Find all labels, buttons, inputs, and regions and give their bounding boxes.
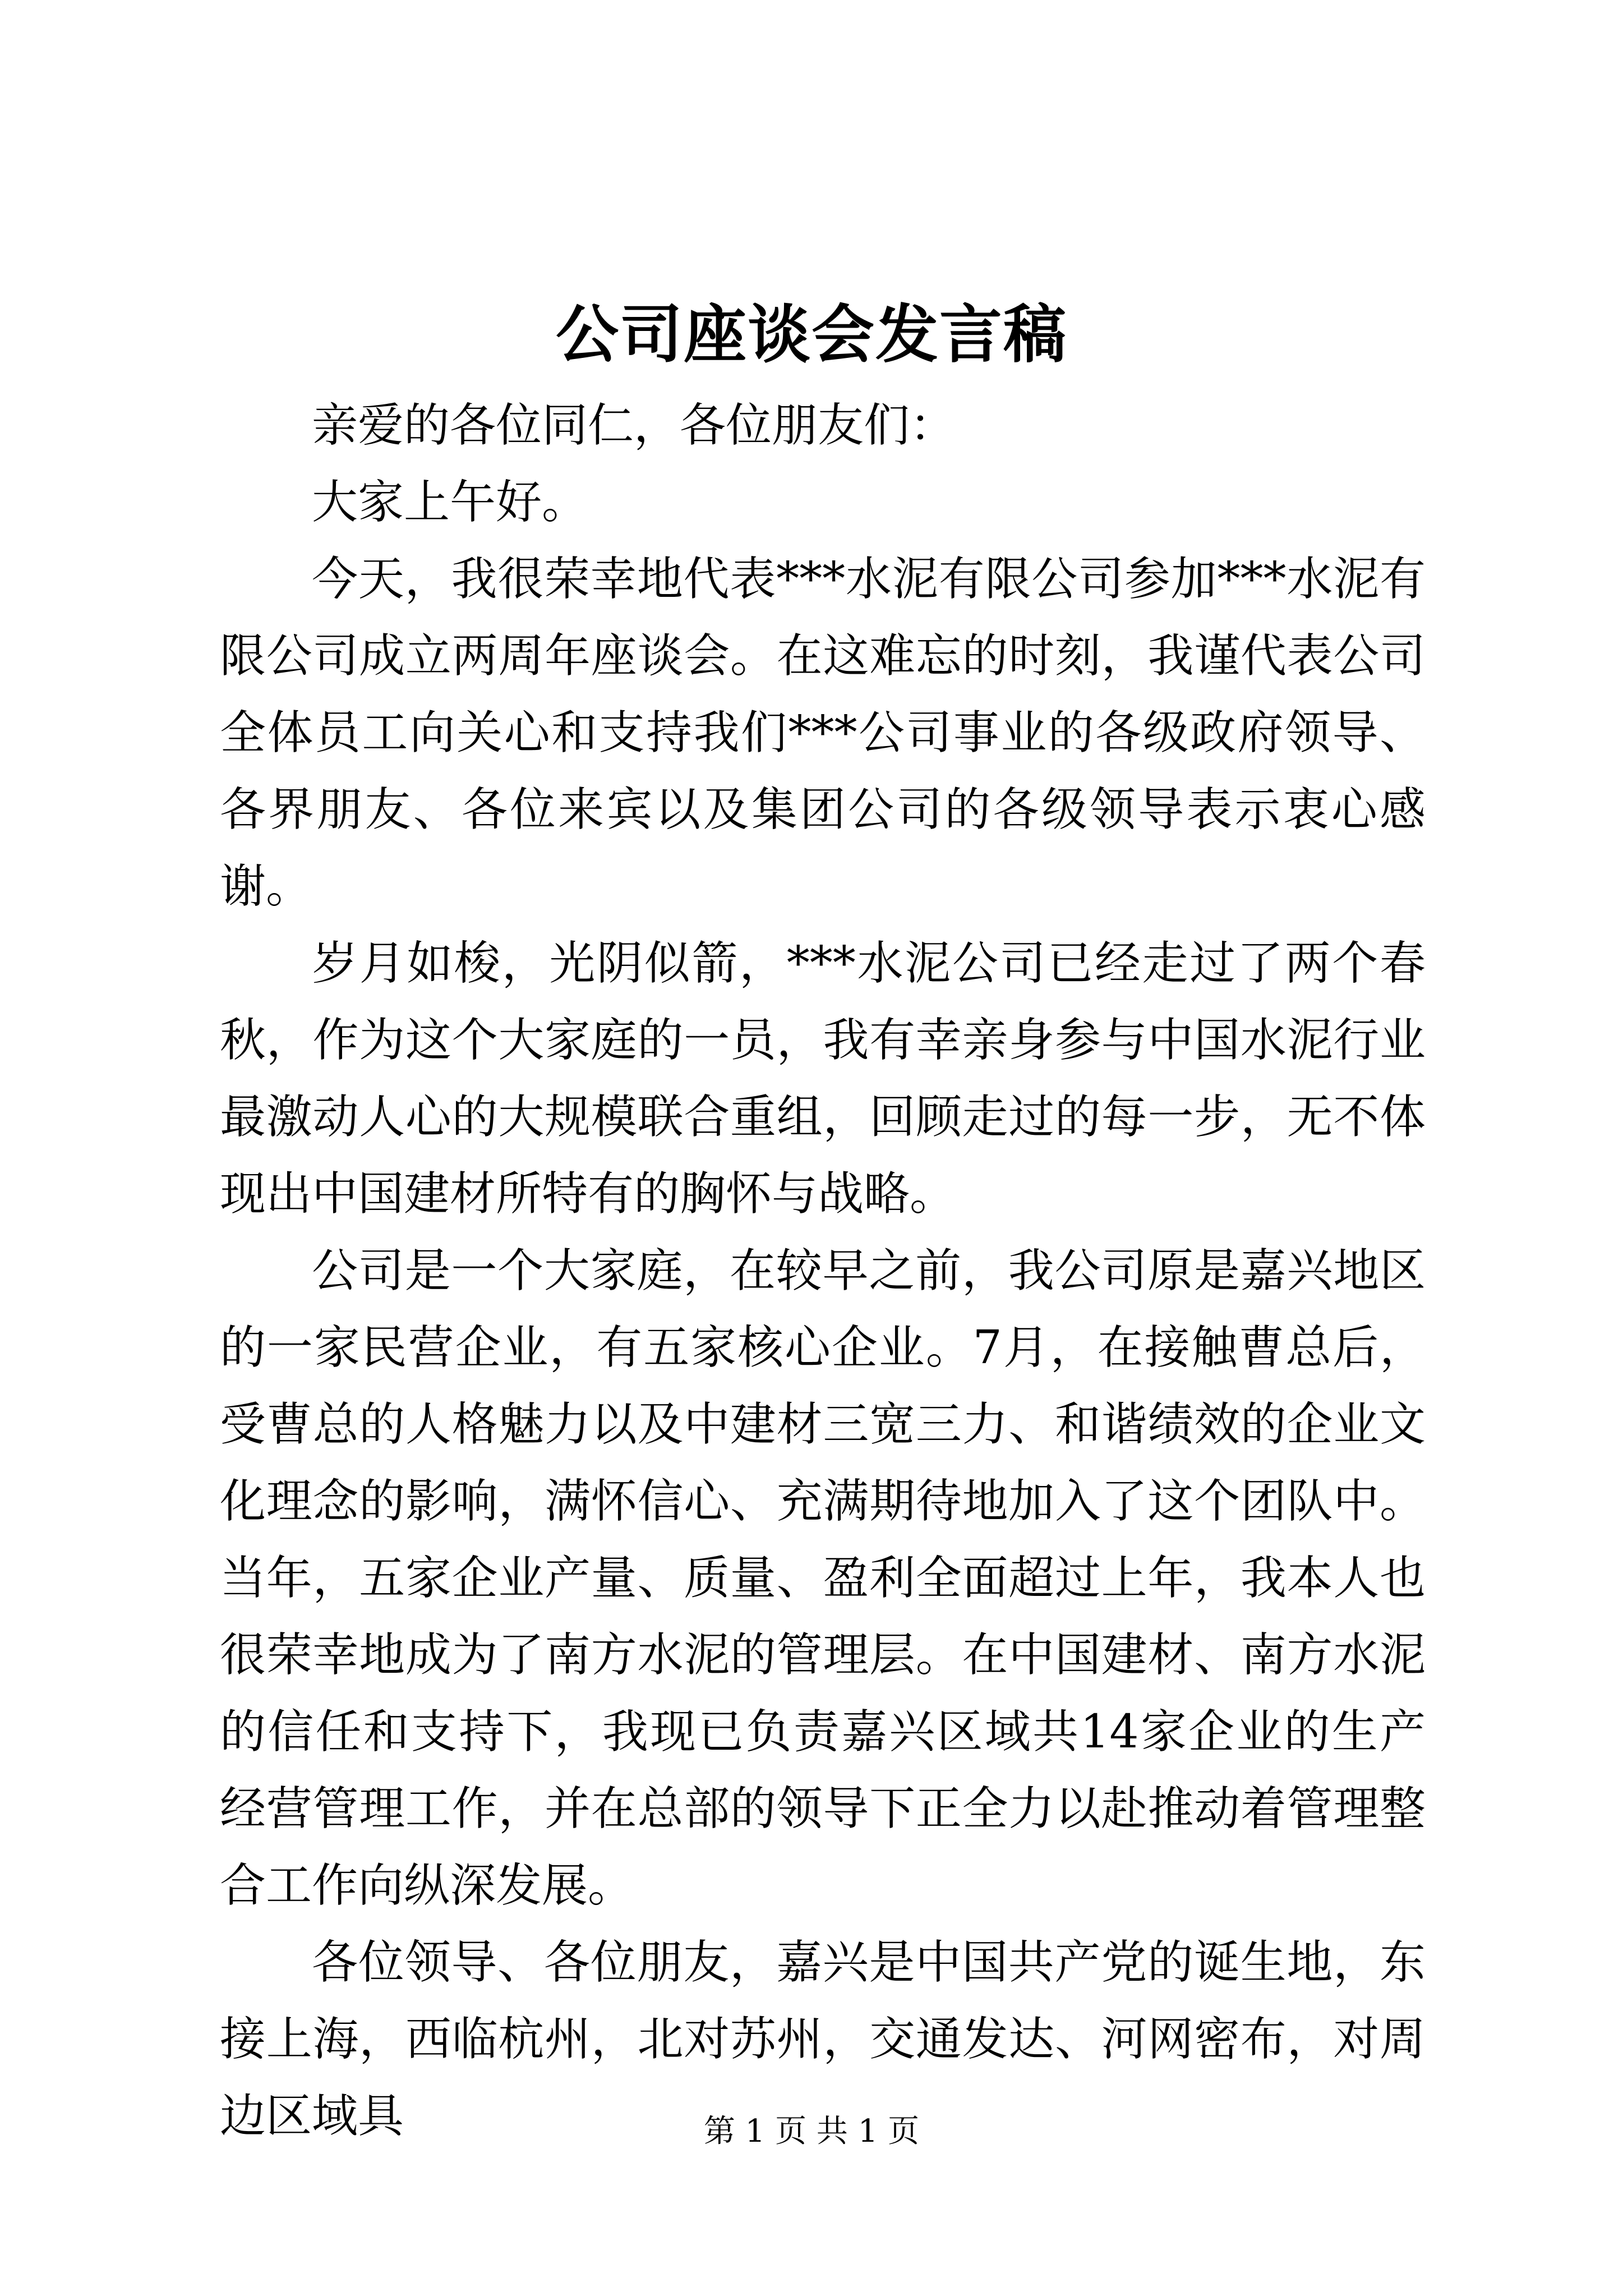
paragraph-company-history: 公司是一个大家庭，在较早之前，我公司原是嘉兴地区的一家民营企业，有五家核心企业。7月，在接触曹总后，受曹总的人格魅力以及中建材三宽三力、和谐绩效的企业文化理念的影响，满怀信心、充满期待地加入了这个团队中。当年，五家企业产量、质量、盈利全面超过上年，我本人也很荣幸地成为了南方水泥的管理层。在中国建材、南方水泥的信任和支持下，我现已负责嘉兴区域共14家企业的生产经营管理工作，并在总部的领导下正全力以赴推动着管理整合工作向纵深发展。 [220, 1244, 1426, 1912]
document-body [220, 387, 1426, 2155]
document-title: 公司座谈会发言稿 [556, 298, 1067, 371]
paragraph-greeting: 亲爱的各位同仁，各位朋友们： [312, 399, 956, 452]
paragraph-jiaxing: 各位领导、各位朋友，嘉兴是中国共产党的诞生地，东接上海，西临杭州，北对苏州，交通发达、河网密布，对周边区域具 [220, 1936, 1426, 2143]
paragraph-years: 岁月如梭，光阴似箭，***水泥公司已经走过了两个春秋，作为这个大家庭的一员，我有幸亲身参与中国水泥行业最激动人心的大规模联合重组，回顾走过的每一步，无不体现出中国建材所特有的胸怀与战略。 [220, 937, 1426, 1221]
paragraph-thanks: 今天，我很荣幸地代表***水泥有限公司参加***水泥有限公司成立两周年座谈会。在这难忘的时刻，我谨代表公司全体员工向关心和支持我们***公司事业的各级政府领导、各界朋友、各位来宾以及集团公司的各级领导表示衷心感谢。 [220, 553, 1426, 913]
page-footer: 第 1 页 共 1 页 [703, 2113, 920, 2150]
paragraph-good-morning: 大家上午好。 [312, 476, 588, 529]
